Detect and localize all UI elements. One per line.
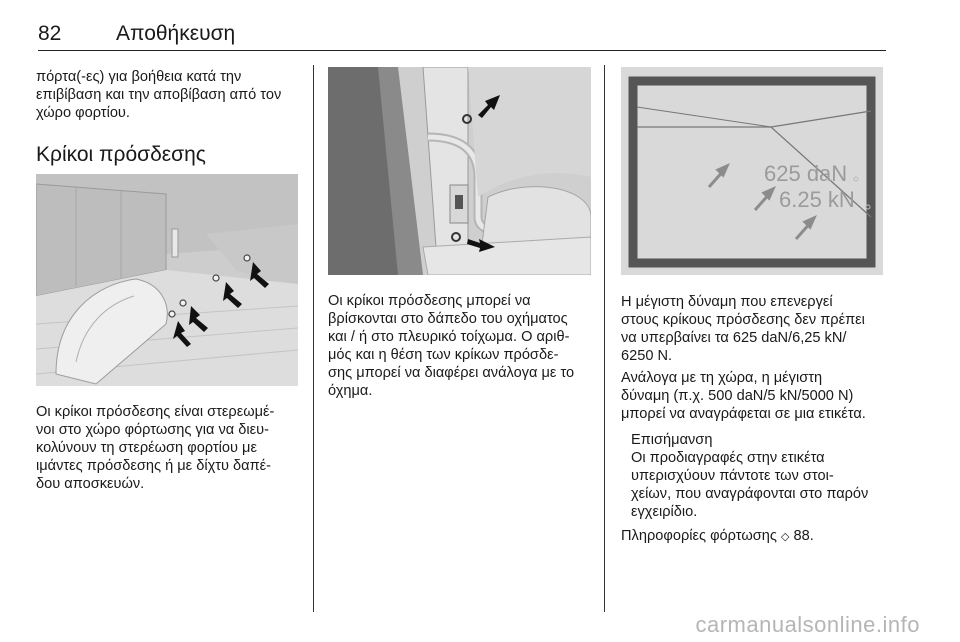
section-heading: Κρίκοι πρόσδεσης (36, 143, 206, 166)
header-rule (38, 50, 886, 51)
intro-paragraph: πόρτα(-ες) για βοήθεια κατά την επιβίβαση και την αποβίβαση από τον χώρο φορτίου. (36, 69, 282, 121)
label-6-25-kn: 6.25 kN (779, 187, 855, 212)
column-divider-2 (604, 65, 605, 612)
tie-down-wall-illustration (328, 67, 591, 275)
country-paragraph: Ανάλογα με τη χώρα, η μέγιστη δύναμη (π.χ. 500 daN/5 kN/5000 N) μπορεί να αναγράφεται σε μια ετικέτα. (621, 370, 866, 422)
column-divider-1 (313, 65, 314, 612)
note-label: Επισήμανση (631, 432, 713, 448)
tie-down-floor-illustration (36, 174, 298, 386)
reference-line (621, 527, 893, 546)
max-force-paragraph: Η μέγιστη δύναμη που επενεργεί στους κρίκους πρόσδεσης δεν πρέπει να υπερβαίνει τα 625 daN/6,25 kN/ 6250 N. (621, 294, 865, 364)
note-body: Οι προδιαγραφές στην ετικέτα υπερισχύουν πάντοτε των στοι- χείων, που αναγράφονται στο παρόν εγχειρίδιο. (631, 450, 869, 520)
page-title: Αποθήκευση (116, 22, 236, 45)
reference-page-link[interactable]: 88. (793, 528, 814, 544)
reference-text: Πληροφορίες φόρτωσης (621, 528, 777, 544)
page-reference-icon: ◇ (780, 531, 790, 543)
label-diagram (621, 67, 883, 275)
note-box (631, 431, 893, 521)
caption-paragraph-1: Οι κρίκοι πρόσδεσης είναι στερεωμέ- νοι στο χώρο φόρτωσης για να διευ- κολύνουν τη στερέωση φορτίου με ιμάντες πρόσδεσης ή με δίχτυ δαπέ- δου αποσκευών. (36, 404, 275, 492)
label-625-dan: 625 daN (764, 161, 848, 186)
caption-paragraph-2: Οι κρίκοι πρόσδεσης μπορεί να βρίσκονται στο δάπεδο του οχήματος και / ή στο πλευρικό τοίχωμα. Ο αριθ- μός και η θέση των κρίκων πρόσδε- σης μπορεί να διαφέρει ανάλογα με το όχημα. (328, 293, 575, 399)
page-header (38, 18, 886, 52)
page-number: 82 (38, 22, 62, 45)
footer-watermark: carmanualsonline.info (695, 612, 920, 637)
